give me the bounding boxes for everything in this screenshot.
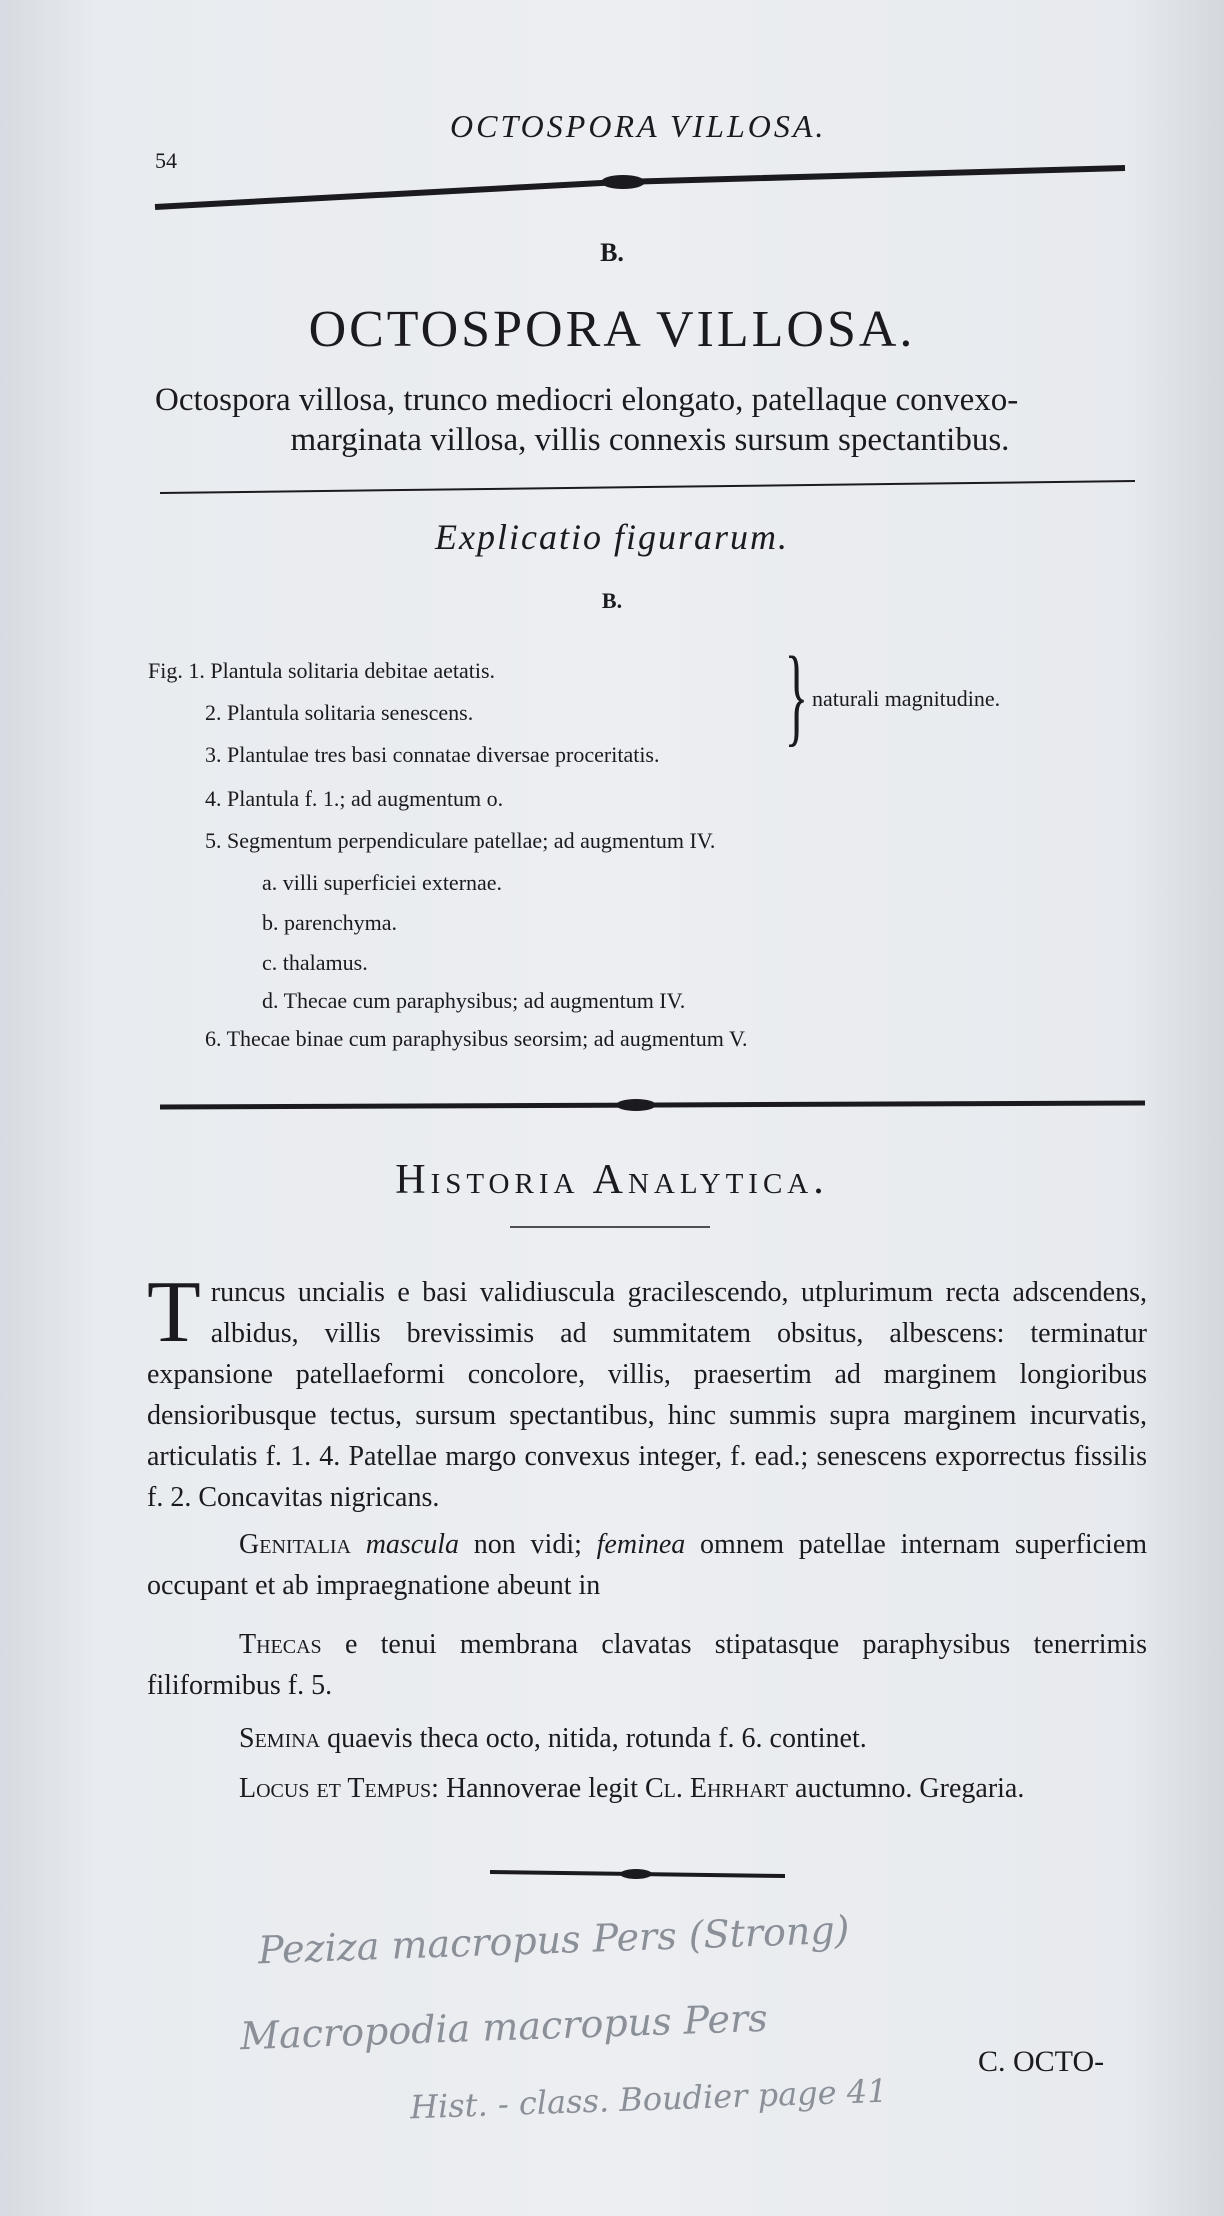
section-letter: B.: [600, 238, 624, 267]
thin-rule: [160, 478, 1140, 498]
historia-heading: Historia Analytica.: [395, 1157, 829, 1203]
figure-item-5: 5. Segmentum perpendiculare patellae; ad augmentum IV.: [205, 828, 716, 853]
figure-item-1: Fig. 1. Plantula solitaria debitae aetatis.: [148, 658, 496, 683]
figures-heading: Explicatio figurarum.: [435, 517, 789, 557]
figure-item-5c: c. thalamus.: [262, 950, 368, 975]
figures-letter: B.: [601, 588, 623, 613]
figure-item-5a: a. villi superficiei externae.: [262, 870, 503, 895]
running-title: OCTOSPORA VILLOSA.: [450, 108, 827, 144]
paragraph-locus: Locus et Tempus: Hannoverae legit Cl. Ehrhart auctumno. Gregaria.: [239, 1773, 1025, 1804]
species-diagnosis: [155, 380, 1145, 460]
brace-glyph: }: [784, 634, 809, 756]
paragraph-semina: Semina quaevis theca octo, nitida, rotunda f. 6. continet.: [239, 1723, 867, 1754]
heading-underline: [510, 1222, 710, 1232]
handwritten-note-1: Peziza macropus Pers (Strong): [257, 1907, 851, 1973]
figure-item-4: 4. Plantula f. 1.; ad augmentum o.: [205, 786, 504, 811]
section-rule-ornament: [160, 1085, 1150, 1125]
figure-item-5d: d. Thecae cum paraphysibus; ad augmentum IV.: [262, 988, 686, 1013]
diagnosis-line-1: Octospora villosa, trunco mediocri elongato, patellaque convexo-: [155, 382, 1019, 418]
catchword: C. OCTO-: [978, 2045, 1105, 2078]
header-rule-ornament: [150, 160, 1130, 210]
end-ornament: [490, 1858, 790, 1888]
species-title: OCTOSPORA VILLOSA.: [308, 301, 916, 358]
diagnosis-line-2: marginata villosa, villis connexis sursum spectantibus.: [290, 422, 1010, 458]
brace-note: naturali magnitudine.: [812, 686, 1001, 711]
paragraph-thecas: Thecas e tenui membrana clavatas stipatasque paraphysibus tenerrimis filiformibus f. 5.: [147, 1629, 1148, 1701]
paragraph-truncus-text: runcus uncialis e basi validiuscula gracilescendo, utplurimum recta adscendens, albidus, villis brevissimis ad summitatem obsitus, albescens: terminatur expansione patellaeformi concolore, villis, praesertim ad marginem longioribus densioribusque tectus, sursum spectantibus, hinc summis supra marginem incurvatis, articulatis f. 1. 4. Patellae margo convexus integer, f. ead.; senescens exporrectus fissilis f. 2. Concavitas nigricans.: [147, 1277, 1147, 1513]
page-number: 54: [155, 148, 177, 173]
handwritten-note-2: Macropodia macropus Pers: [239, 1995, 769, 2059]
paragraph-genitalia: Genitalia mascula non vidi; feminea omnem patellae internam superficiem occupant et ab impraegnatione abeunt in: [147, 1529, 1148, 1601]
drop-cap: T: [147, 1264, 201, 1361]
figure-item-3: 3. Plantulae tres basi connatae diversae proceritatis.: [205, 742, 660, 767]
figure-item-6: 6. Thecae binae cum paraphysibus seorsim; ad augmentum V.: [205, 1026, 748, 1051]
figure-item-2: 2. Plantula solitaria senescens.: [205, 700, 474, 725]
handwritten-note-3: Hist. - class. Boudier page 41: [409, 2071, 889, 2127]
paragraph-truncus: [147, 1264, 1147, 1518]
figure-item-5b: b. parenchyma.: [262, 910, 397, 935]
